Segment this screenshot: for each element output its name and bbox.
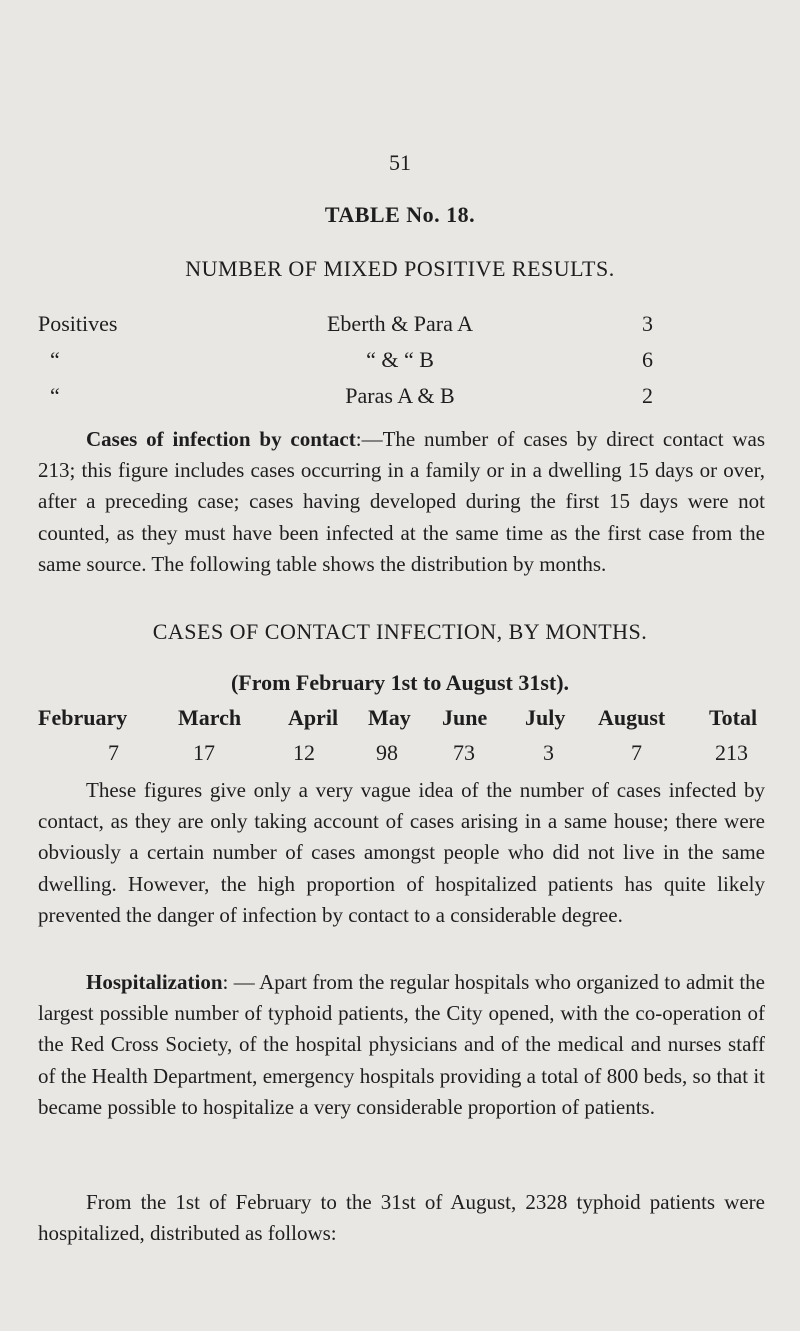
paragraph-vague-idea: These figures give only a very vague idea of the number of cases infected by contact, as they are only taking account of cases arising in a same house; there were obviously a certain number of cases amongst people who did not live in the same dwelling. However, the high proportion of hospitalized patients has quite likely prevented the danger of infection by contact to a considerable degree. — [38, 778, 765, 927]
month-value: 7 — [631, 740, 642, 765]
row-value: 3 — [642, 311, 653, 336]
paragraph-text: :—The number of cases by direct contact was 213; this figure includes cases occurring in a family or in a dwelling 15 days or over, after a preceding case; cases having developed during the first 15 days were not counted, as they must have been infected at the same time as the first case from the same source. The following table shows the distribution by months. — [38, 427, 766, 576]
month-header: July — [525, 705, 566, 730]
row-description: Paras A & B — [345, 383, 455, 408]
month-value: 12 — [293, 740, 315, 765]
row-description: “ & “ B — [366, 347, 434, 372]
month-header: June — [442, 705, 488, 730]
contact-table-header-row — [38, 705, 765, 735]
month-value: 73 — [453, 740, 475, 765]
table-subtitle: NUMBER OF MIXED POSITIVE RESULTS. — [185, 256, 615, 281]
paragraph-hospitalized-count: From the 1st of February to the 31st of August, 2328 typhoid patients were hospitalized, distributed as follows: — [38, 1190, 765, 1246]
row-label: Positives — [38, 311, 118, 336]
month-value: 3 — [543, 740, 554, 765]
contact-table-subtitle: (From February 1st to August 31st). — [230, 670, 570, 695]
contact-table-values-row — [38, 740, 765, 770]
month-header: March — [178, 705, 242, 730]
mixed-results-row — [0, 347, 800, 377]
total-value: 213 — [715, 740, 748, 765]
paragraph-hospitalization — [38, 967, 765, 1123]
month-header: February — [38, 705, 128, 730]
month-value: 7 — [108, 740, 119, 765]
paragraph-lead: Cases of infection by contact — [86, 427, 356, 451]
page-number: 51 — [389, 150, 411, 175]
mixed-results-row — [0, 383, 800, 413]
row-label: “ — [50, 383, 60, 408]
month-value: 17 — [193, 740, 215, 765]
paragraph-lead: Hospitalization — [86, 970, 223, 994]
row-value: 2 — [642, 383, 653, 408]
month-header: April — [288, 705, 339, 730]
table-title: TABLE No. 18. — [324, 202, 476, 227]
mixed-results-row — [0, 311, 800, 341]
month-value: 98 — [376, 740, 398, 765]
month-header: May — [368, 705, 411, 730]
paragraph-contact-infection — [38, 424, 765, 580]
paragraph-text: : — Apart from the regular hospitals who organized to admit the largest possible number of typhoid patients, the City opened, with the co-operation of the Red Cross Society, of the hospital physicians and of the medical and nurses staff of the Health Department, emergency hospitals providing a total of 800 beds, so that it became possible to hospitalize a very considerable proportion of patients. — [38, 970, 765, 1119]
month-header: August — [598, 705, 666, 730]
row-value: 6 — [642, 347, 653, 372]
row-description: Eberth & Para A — [326, 311, 474, 336]
row-label: “ — [50, 347, 60, 372]
contact-table-title: CASES OF CONTACT INFECTION, BY MONTHS. — [152, 619, 648, 644]
total-header: Total — [709, 705, 758, 730]
